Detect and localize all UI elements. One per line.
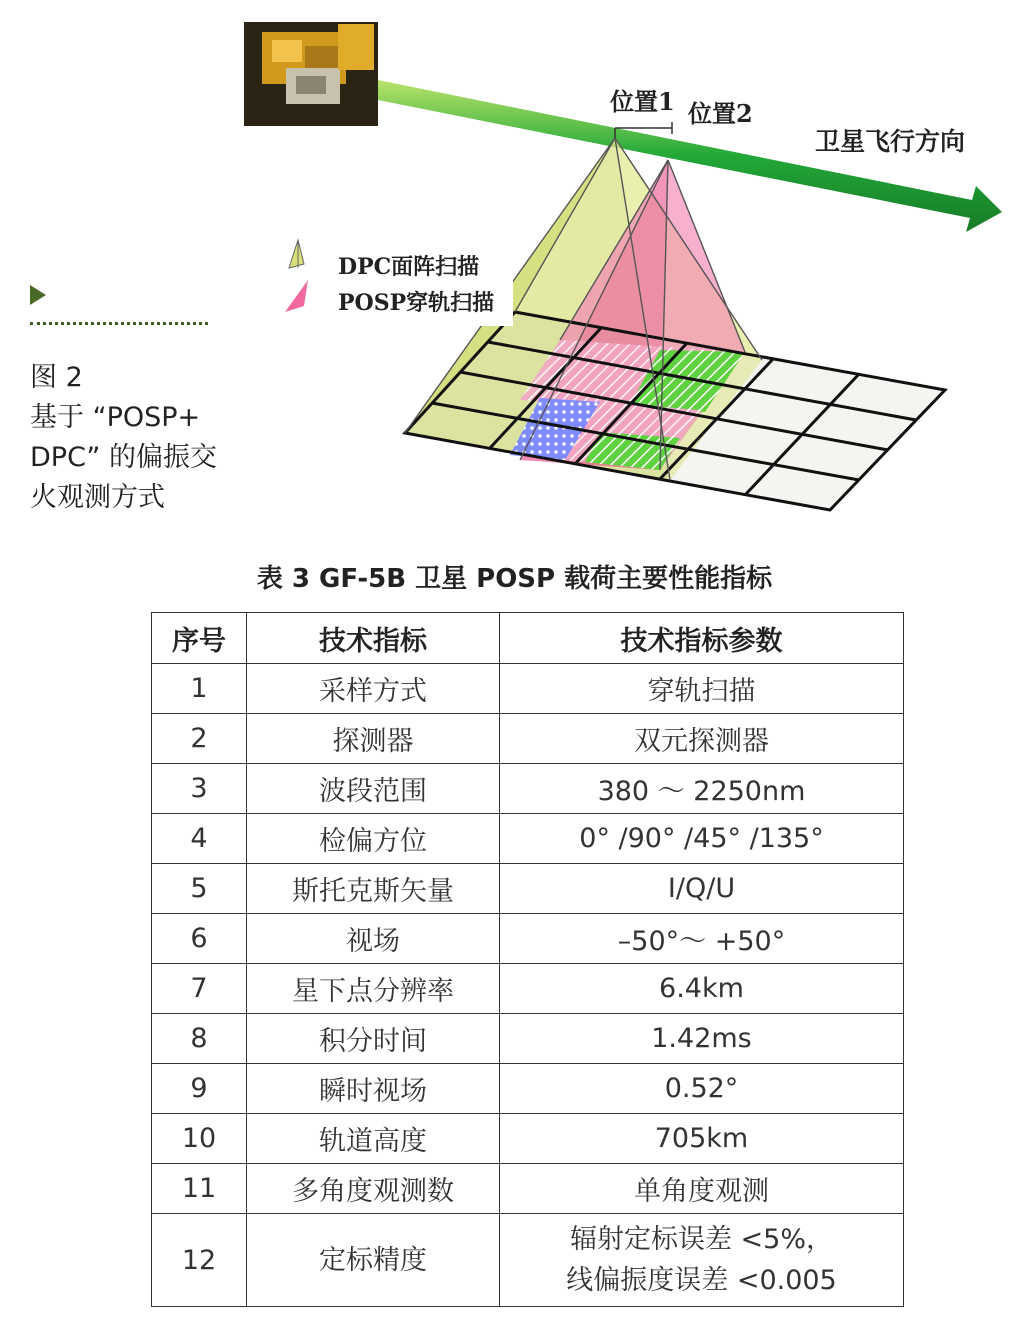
row-item: 瞬时视场 <box>247 1064 500 1114</box>
header-value: 技术指标参数 <box>500 613 904 664</box>
table-row <box>152 1014 904 1064</box>
position-2-label: 位置2 <box>688 99 753 128</box>
caption-line: 基于 “POSP+ <box>30 402 201 433</box>
row-value: 单角度观测 <box>500 1164 904 1214</box>
row-value: 705km <box>500 1114 904 1164</box>
table-row <box>152 764 904 814</box>
row-value: –50°～ +50° <box>500 914 904 964</box>
row-item: 采样方式 <box>247 664 500 714</box>
row-item: 星下点分辨率 <box>247 964 500 1014</box>
row-value-line: 辐射定标误差 <5%， <box>569 1224 834 1255</box>
table-row <box>152 1064 904 1114</box>
caption-marker-icon <box>30 285 46 305</box>
row-item: 多角度观测数 <box>247 1164 500 1214</box>
row-no: 6 <box>152 914 247 964</box>
row-item: 定标精度 <box>247 1214 500 1307</box>
row-item: 探测器 <box>247 714 500 764</box>
row-no: 4 <box>152 814 247 864</box>
caption-divider <box>30 322 208 325</box>
row-no: 11 <box>152 1164 247 1214</box>
row-no: 3 <box>152 764 247 814</box>
caption-line: 火观测方式 <box>30 482 165 513</box>
row-no: 12 <box>152 1214 247 1307</box>
row-value: 穿轨扫描 <box>500 664 904 714</box>
row-value: I/Q/U <box>500 864 904 914</box>
row-item: 视场 <box>247 914 500 964</box>
legend-dpc-label: DPC面阵扫描 <box>338 254 480 280</box>
row-no: 7 <box>152 964 247 1014</box>
table-row <box>152 1214 904 1307</box>
caption-line: 图 2 <box>30 362 83 393</box>
table-row <box>152 914 904 964</box>
header-no: 序号 <box>152 613 247 664</box>
table-row <box>152 1114 904 1164</box>
position-1-label: 位置1 <box>610 87 675 116</box>
row-item: 轨道高度 <box>247 1114 500 1164</box>
row-value: 1.42ms <box>500 1014 904 1064</box>
satellite-icon <box>244 22 378 126</box>
row-value-line: 线偏振度误差 <0.005 <box>566 1265 837 1296</box>
row-item: 斯托克斯矢量 <box>247 864 500 914</box>
row-no: 1 <box>152 664 247 714</box>
row-no: 2 <box>152 714 247 764</box>
flight-direction-label: 卫星飞行方向 <box>815 127 966 156</box>
row-no: 10 <box>152 1114 247 1164</box>
row-value <box>500 1214 904 1307</box>
table-row <box>152 714 904 764</box>
row-no: 5 <box>152 864 247 914</box>
row-item: 波段范围 <box>247 764 500 814</box>
legend-posp-label: POSP穿轨扫描 <box>338 290 495 316</box>
figure-caption <box>30 358 230 518</box>
row-value: 6.4km <box>500 964 904 1014</box>
table-row <box>152 814 904 864</box>
row-item: 积分时间 <box>247 1014 500 1064</box>
row-value: 380 ～ 2250nm <box>500 764 904 814</box>
table-row <box>152 664 904 714</box>
row-value: 0.52° <box>500 1064 904 1114</box>
row-no: 8 <box>152 1014 247 1064</box>
table-header-row <box>152 613 904 664</box>
row-no: 9 <box>152 1064 247 1114</box>
row-item: 检偏方位 <box>247 814 500 864</box>
legend <box>278 236 513 326</box>
row-value: 0° /90° /45° /135° <box>500 814 904 864</box>
row-value: 双元探测器 <box>500 714 904 764</box>
spec-table <box>151 612 904 1307</box>
table-row <box>152 964 904 1014</box>
caption-line: DPC” 的偏振交 <box>30 442 217 473</box>
table-title: 表 3 GF-5B 卫星 POSP 载荷主要性能指标 <box>256 564 773 594</box>
header-item: 技术指标 <box>247 613 500 664</box>
table-row <box>152 864 904 914</box>
table-row <box>152 1164 904 1214</box>
